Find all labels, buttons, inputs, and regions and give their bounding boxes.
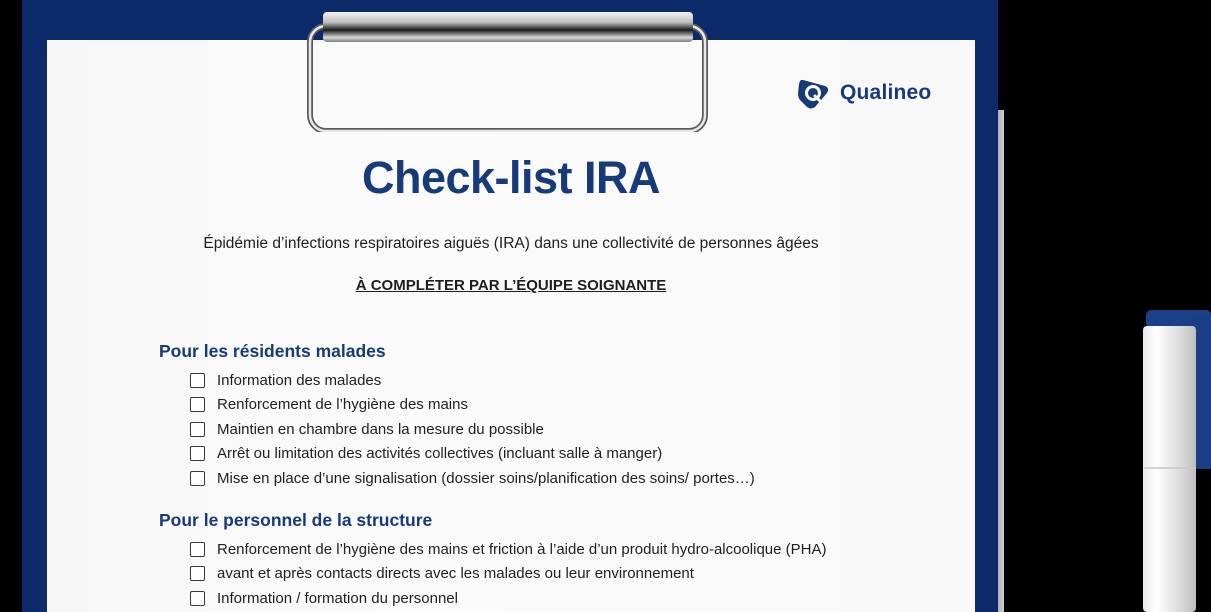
document-subtitle: Épidémie d’infections respiratoires aiguës (IRA) dans une collectivité de personnes âgées [203, 235, 819, 252]
section-title: Pour les résidents malades [159, 341, 386, 361]
checklist-item-label: Renforcement de l’hygiène des mains [217, 396, 468, 414]
checklist-item-label: Information / formation du personnel [217, 589, 458, 607]
document-instruction: À COMPLÉTER PAR L’ÉQUIPE SOIGNANTE [355, 277, 667, 294]
checklist-item-label: Mise en place d’une signalisation (dossier soins/planification des soins/ portes…) [217, 469, 755, 487]
section-sick-residents [159, 341, 755, 491]
checkbox[interactable] [190, 373, 205, 388]
checkbox[interactable] [190, 446, 205, 461]
checklist-item[interactable] [190, 417, 755, 442]
checkbox[interactable] [190, 397, 205, 412]
checkbox[interactable] [190, 566, 205, 581]
checkbox[interactable] [190, 591, 205, 606]
checklist-item[interactable] [190, 368, 755, 393]
checklist-item-label: Information des malades [217, 371, 382, 389]
checklist-item[interactable] [190, 537, 827, 562]
checkbox[interactable] [190, 422, 205, 437]
q-logo-icon [797, 76, 831, 110]
checklist-item[interactable] [190, 393, 755, 418]
page-title: Check-list IRA [361, 152, 661, 203]
marker-pen-icon [1143, 310, 1211, 612]
checklist-item[interactable] [190, 562, 827, 587]
checklist-item-label: avant et après contacts directs avec les malades ou leur environnement [217, 565, 694, 583]
section-title: Pour le personnel de la structure [159, 510, 433, 530]
checkbox[interactable] [190, 542, 205, 557]
section-staff [159, 510, 827, 611]
checklist-item-label: Maintien en chambre dans la mesure du possible [217, 420, 544, 438]
checklist-item[interactable] [190, 586, 827, 611]
clipboard-clip-icon [305, 12, 710, 132]
brand-name: Qualineo [840, 81, 932, 104]
checklist-item-label: Renforcement de l’hygiène des mains et friction à l’aide d’un produit hydro-alcoolique (PHA) [217, 540, 827, 558]
checklist-item-label: Arrêt ou limitation des activités collectives (incluant salle à manger) [217, 445, 663, 463]
checkbox[interactable] [190, 471, 205, 486]
brand-logo [797, 76, 931, 110]
checklist-item[interactable] [190, 442, 755, 467]
checklist-item[interactable] [190, 466, 755, 491]
